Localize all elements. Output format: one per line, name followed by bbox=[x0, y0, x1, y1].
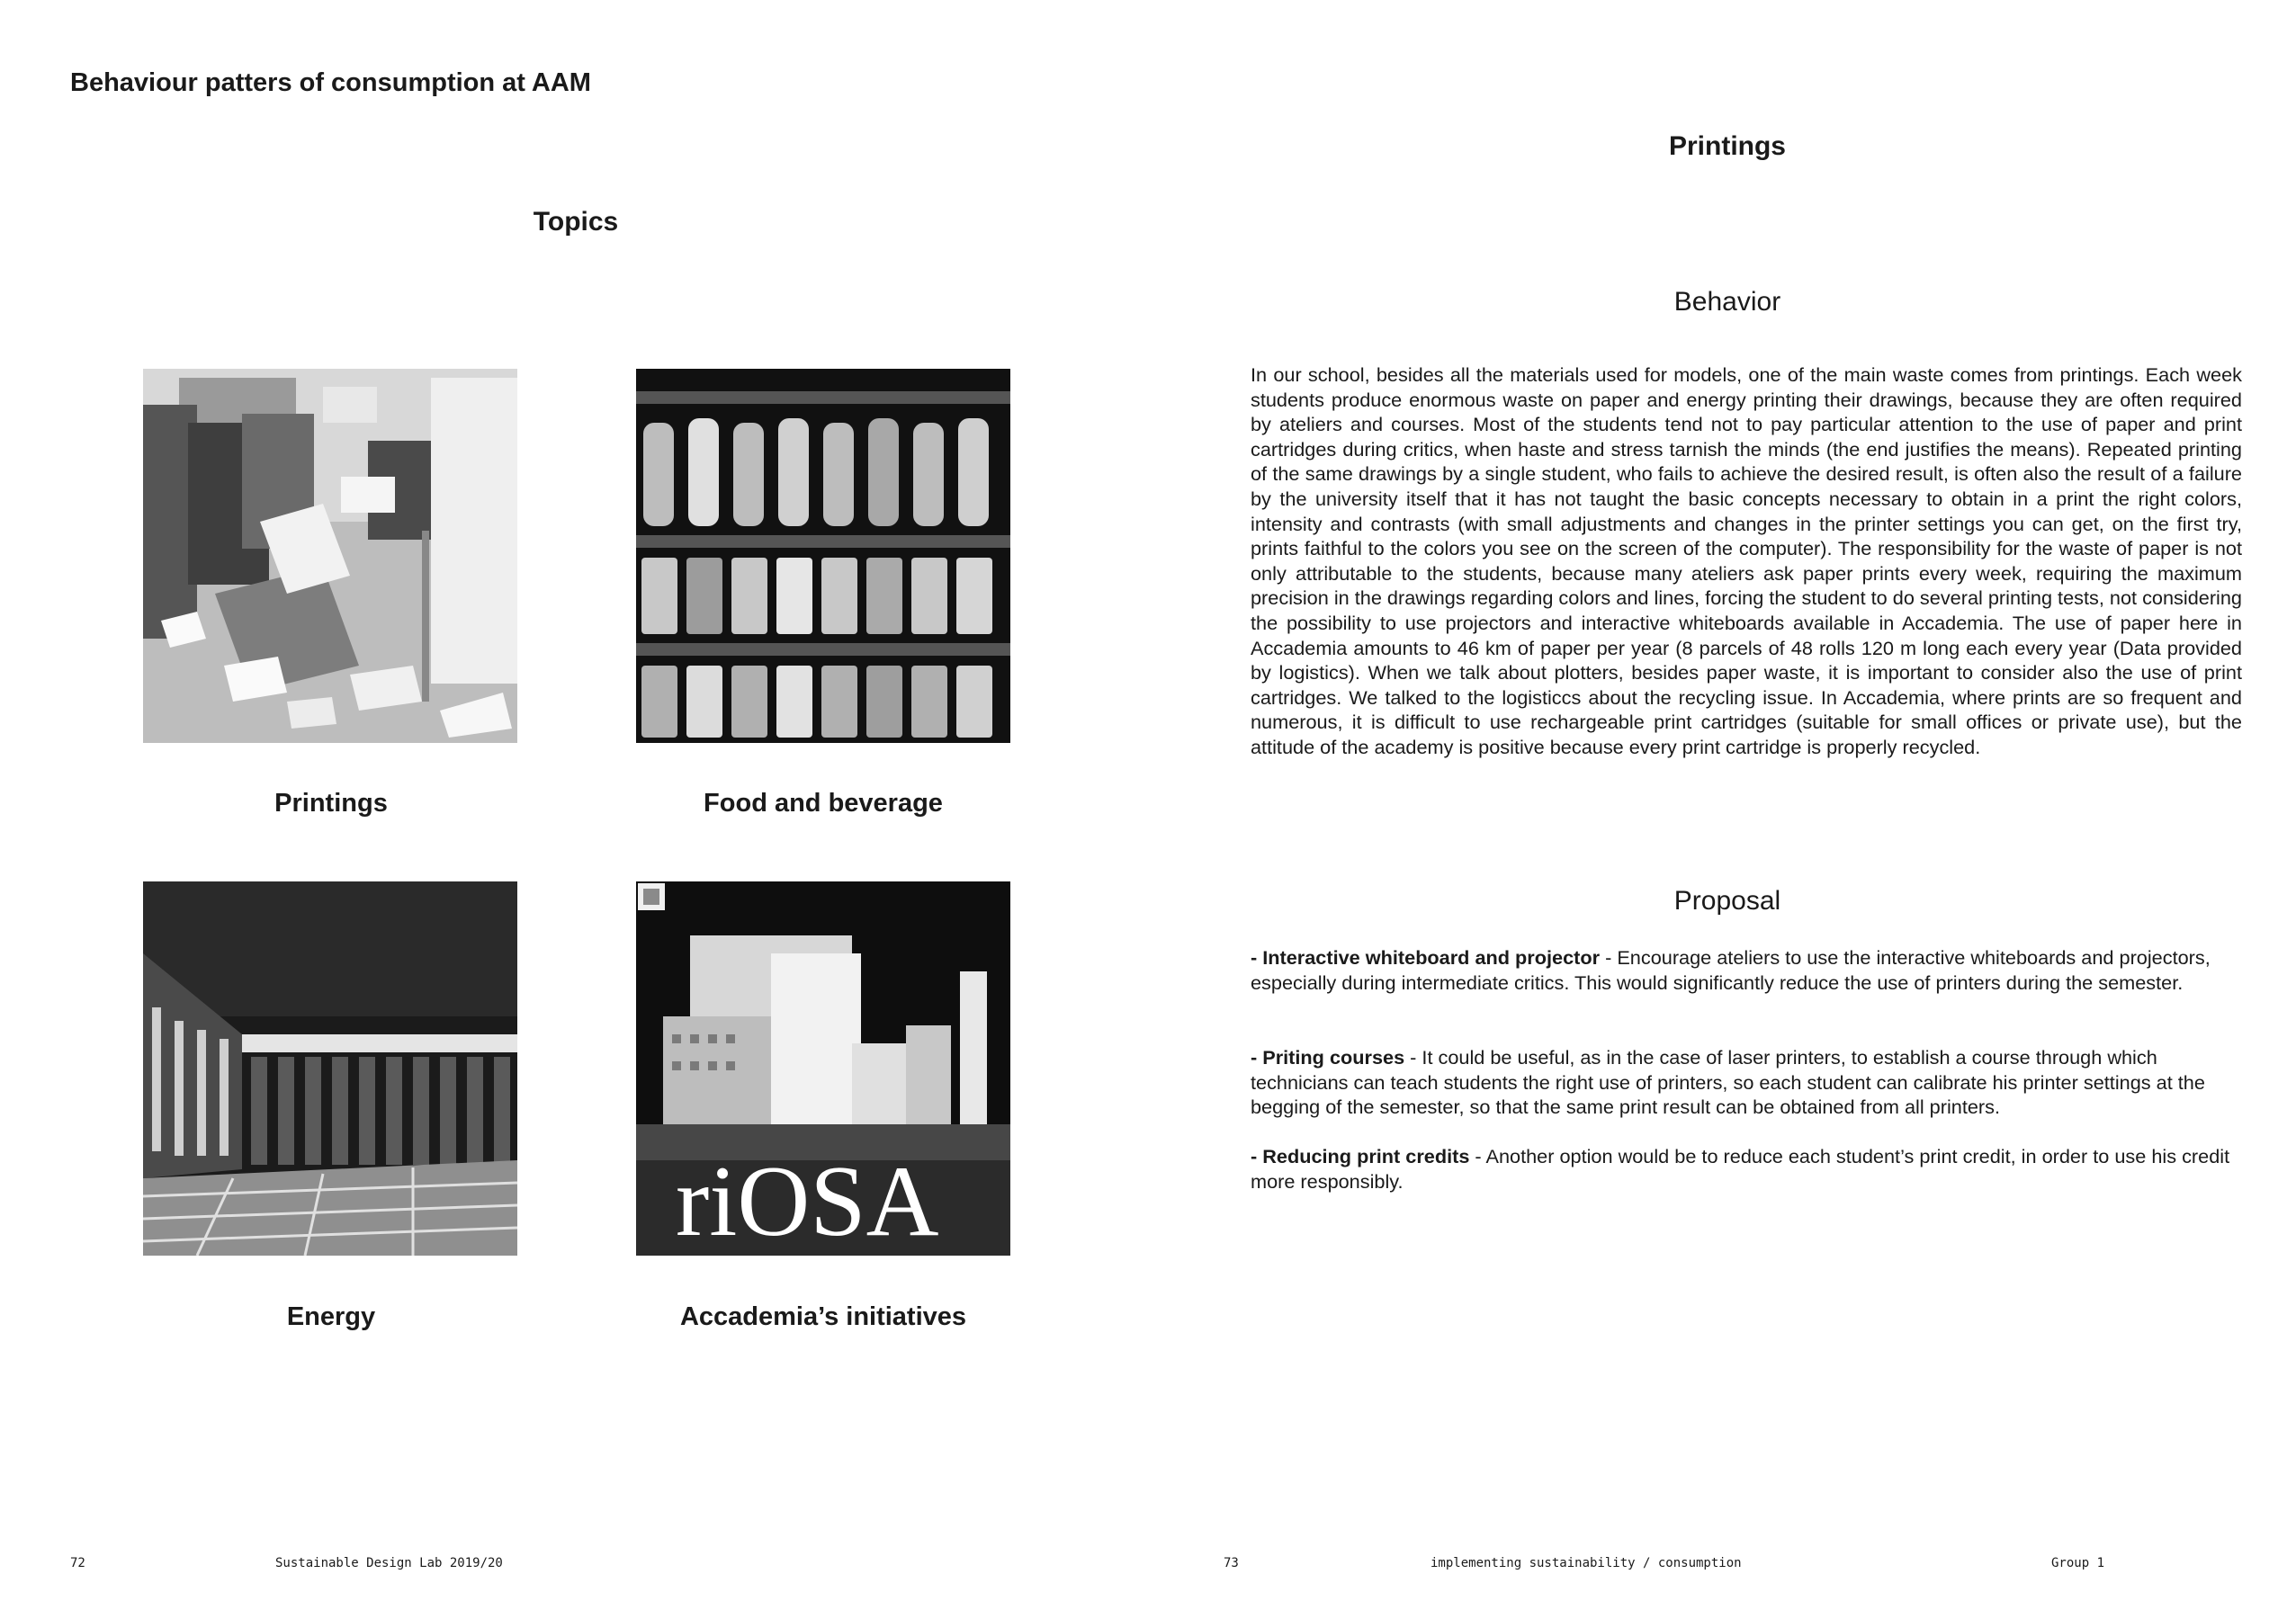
topic-label-accademia-initiatives: Accademia’s initiatives bbox=[679, 1302, 967, 1331]
proposal-item-print-credits bbox=[1251, 1144, 2242, 1194]
left-page-number: 72 bbox=[70, 1556, 85, 1570]
proposal-item-text: - Another option would be to reduce each student’s print credit, in order to use his credit more responsibly. bbox=[1251, 1145, 2230, 1193]
left-footer-title: Sustainable Design Lab 2019/20 bbox=[275, 1556, 503, 1570]
proposal-item-whiteboard bbox=[1251, 945, 2242, 995]
topic-label-printings: Printings bbox=[274, 789, 388, 818]
proposal-item-title: - Reducing print credits bbox=[1251, 1145, 1470, 1167]
right-page-title: Printings bbox=[1668, 131, 1786, 161]
proposal-item-printing-courses bbox=[1251, 1045, 2242, 1120]
riosa-logo-text: riOSA bbox=[676, 1146, 939, 1256]
page-header: Behaviour patters of consumption at AAM bbox=[70, 68, 591, 97]
riosa-model-photo bbox=[636, 881, 1010, 1256]
proposal-title: Proposal bbox=[1673, 886, 1781, 916]
topics-title: Topics bbox=[533, 207, 619, 237]
footer-group: Group 1 bbox=[2051, 1556, 2105, 1570]
behavior-text: In our school, besides all the materials used for models, one of the main waste comes from printings. Each week students produce enormous waste on paper and energy printing their drawings, because they are often required by ateliers and courses. Most of the students tend not to pay particular attention to the use of paper and print cartridges during critics, when haste and stress tarnish the minds (the end justifies the means). Repeated printing of the same drawings by a single student, who fails to achieve the desired result, is often also the result of a failure by the university itself that it has not taught the basic concepts necessary to obtain in a print the right colors, intensity and contrasts (with small adjustments and changes in the printer settings you can get, on the first try, prints faithful to the colors you see on the screen of the computer). The responsibility for the waste of paper is not only attributable to the students, because many ateliers ask paper prints every week, requiring the maximum precision in the drawings regarding colors and lines, forcing the student to do several printing tests, not considering the possibility to use projectors and interactive whiteboards available in Accademia. The use of paper here in Accademia amounts to 46 km of paper per year (8 parcels of 48 rolls 120 m long each every year (Data provided by logistics). When we talk about plotters, besides paper waste, it is important to consider also the use of print cartridges. We talked to the logisticcs about the recycling issue. In Accademia, where prints are so frequent and numerous, it is difficult to use rechargeable print cartridges (suitable for small offices or private use), but the attitude of the academy is positive because every print cartridge is properly recycled. bbox=[1251, 363, 2242, 758]
printer-room-photo bbox=[143, 369, 517, 743]
proposal-item-text: - Encourage ateliers to use the interactive whiteboards and projectors, especially during intermediate critics. This would significantly reduce the use of printers during the semester. bbox=[1251, 946, 2211, 994]
behavior-title: Behavior bbox=[1673, 287, 1781, 317]
proposal-item-text: - It could be useful, as in the case of laser printers, to establish a course through which technicians can teach students the right use of printers, so each student can calibrate his printer settings at the begging of the semester, so that the same print result can be obtained from all printers. bbox=[1251, 1046, 2205, 1119]
topic-label-food-and-beverage: Food and beverage bbox=[704, 789, 943, 818]
vending-machine-photo bbox=[636, 369, 1010, 743]
topic-label-energy: Energy bbox=[286, 1302, 376, 1331]
right-footer-title: implementing sustainability / consumption bbox=[1431, 1556, 1742, 1570]
proposal-item-title: - Priting courses bbox=[1251, 1046, 1405, 1069]
right-page-number: 73 bbox=[1224, 1556, 1239, 1570]
proposal-item-title: - Interactive whiteboard and projector bbox=[1251, 946, 1601, 969]
building-facade-photo bbox=[143, 881, 517, 1256]
